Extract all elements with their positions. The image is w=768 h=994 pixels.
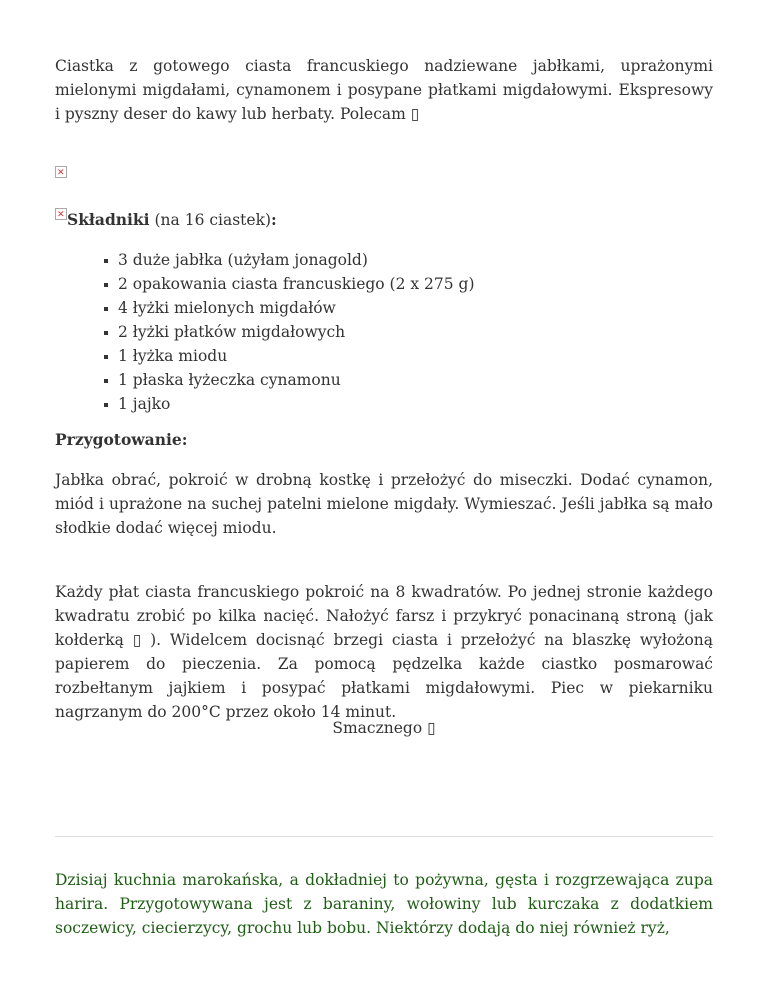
preparation-heading: Przygotowanie: [55, 430, 188, 449]
ingredients-title: Składniki [67, 210, 150, 229]
list-item: 4 łyżki mielonych migdałów [104, 296, 475, 320]
list-item: 2 opakowania ciasta francuskiego (2 x 275 g) [104, 272, 475, 296]
list-item: 1 płaska łyżeczka cynamonu [104, 368, 475, 392]
broken-image-icon [55, 166, 67, 178]
list-item: 2 łyżki płatków migdałowych [104, 320, 475, 344]
ingredients-colon: : [271, 210, 277, 229]
closing-text: Smacznego ▯ [332, 719, 436, 737]
broken-image-icon [55, 208, 67, 220]
preparation-paragraph: Każdy płat ciasta francuskiego pokroić na 8 kwadratów. Po jednej stronie każdego kwadratu zrobić po kilka nacięć. Nałożyć farsz i przykryć ponacinaną stroną (jak kołderką ▯ ). Widelcem docisnąć brzegi ciasta i przełożyć na blaszkę wyłożoną papierem do pieczenia. Za pomocą pędzelka każde ciastko posmarować rozbełtanym jajkiem i posypać płatkami migdałowymi. Piec w piekarniku nagrzanym do 200°C przez około 14 minut. [55, 583, 713, 721]
list-item: 1 jajko [104, 392, 475, 416]
divider [55, 836, 713, 837]
ingredients-note: (na 16 ciastek) [149, 211, 272, 229]
ingredients-list [104, 248, 475, 416]
list-item: 1 łyżka miodu [104, 344, 475, 368]
list-item: 3 duże jabłka (użyłam jonagold) [104, 248, 475, 272]
next-post-teaser[interactable]: Dzisiaj kuchnia marokańska, a dokładniej to pożywna, gęsta i rozgrzewająca zupa harira. Przygotowywana jest z baraniny, wołowiny lub kurczaka z dodatkiem soczewicy, ciecierzycy, grochu lub bobu. Niektórzy dodają do niej również ryż, [55, 871, 713, 937]
ingredients-heading [67, 208, 277, 232]
intro-paragraph: Ciastka z gotowego ciasta francuskiego nadziewane jabłkami, uprażonymi mielonymi migdałami, cynamonem i posypane płatkami migdałowymi. Ekspresowy i pyszny deser do kawy lub herbaty. Polecam ▯ [55, 57, 713, 123]
preparation-paragraph: Jabłka obrać, pokroić w drobną kostkę i przełożyć do miseczki. Dodać cynamon, miód i uprażone na suchej patelni mielone migdały. Wymieszać. Jeśli jabłka są mało słodkie dodać więcej miodu. [55, 471, 713, 537]
